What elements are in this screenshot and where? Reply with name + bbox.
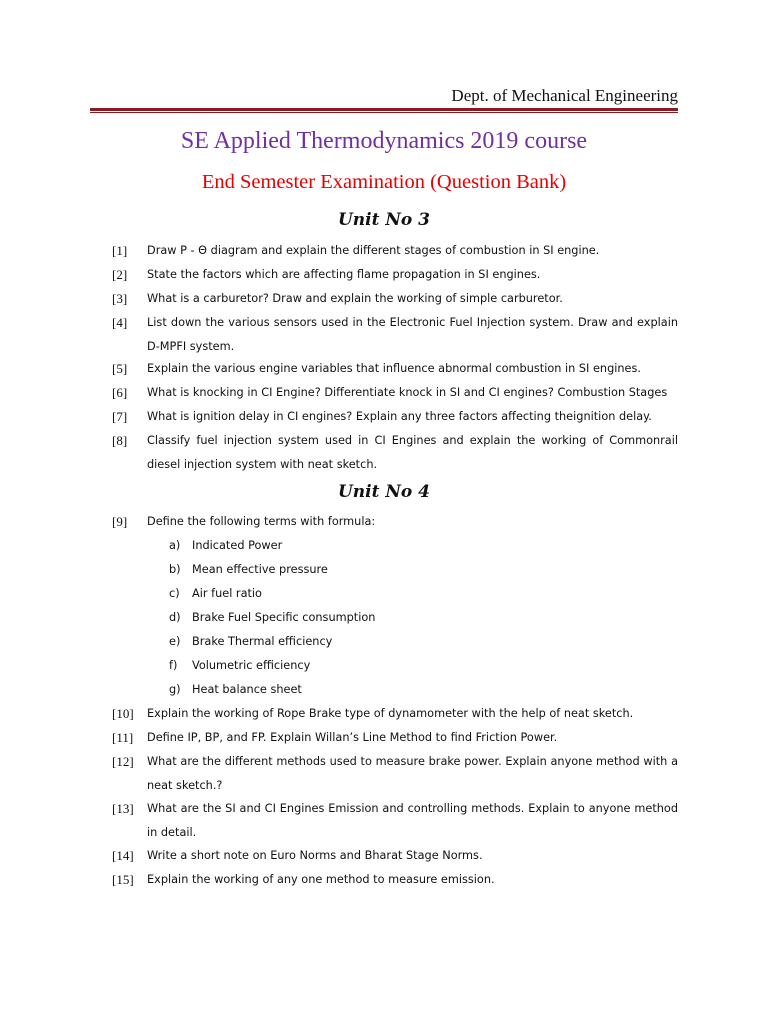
question-text: Explain the working of Rope Brake type of dynamometer with the help of neat sketch.: [147, 707, 634, 720]
sub-item-letter: b): [169, 563, 181, 576]
sub-item-letter: c): [169, 587, 180, 600]
question-text: Explain the working of any one method to measure emission.: [147, 873, 495, 886]
question-text: Draw P - Θ diagram and explain the different stages of combustion in SI engine.: [147, 244, 600, 257]
question-number: [7]: [112, 409, 128, 424]
question-number: [10]: [112, 706, 134, 721]
question-number: [1]: [112, 243, 128, 258]
question-number: [14]: [112, 848, 134, 863]
sub-item-letter: e): [169, 635, 181, 648]
question-number: [6]: [112, 385, 128, 400]
sub-item-text: Brake Fuel Specific consumption: [192, 611, 376, 624]
question-text: What is a carburetor? Draw and explain the working of simple carburetor.: [147, 292, 563, 305]
sub-item-letter: d): [169, 611, 181, 624]
unit-4-heading: Unit No 4: [337, 482, 431, 502]
question-number: [4]: [112, 315, 128, 330]
question-text: List down the various sensors used in the Electronic Fuel Injection system. Draw and explain D-MPFI system.: [147, 316, 678, 353]
question-text: Write a short note on Euro Norms and Bharat Stage Norms.: [147, 849, 483, 862]
sub-item-letter: a): [169, 539, 181, 552]
question-number: [11]: [112, 730, 134, 745]
question-text: What are the different methods used to measure brake power. Explain anyone method with a neat sketch.?: [147, 755, 678, 792]
question-text: Classify fuel injection system used in CI Engines and explain the working of Commonrail diesel injection system with neat sketch.: [147, 434, 678, 471]
sub-item-letter: g): [169, 683, 181, 696]
question-text: Explain the various engine variables that influence abnormal combustion in SI engines.: [147, 362, 641, 375]
department-header: Dept. of Mechanical Engineering: [451, 86, 678, 105]
sub-item-text: Mean effective pressure: [192, 563, 328, 576]
header-rule-thick: [90, 108, 678, 111]
unit-3-heading: Unit No 3: [337, 210, 431, 230]
question-number: [2]: [112, 267, 128, 282]
question-number: [9]: [112, 514, 128, 529]
question-number: [3]: [112, 291, 128, 306]
question-number: [13]: [112, 801, 134, 816]
question-number: [8]: [112, 433, 128, 448]
sub-item-text: Volumetric efficiency: [192, 659, 311, 672]
question-text: What are the SI and CI Engines Emission and controlling methods. Explain to anyone method in detail.: [147, 802, 678, 839]
header-rule-thin: [90, 112, 678, 113]
question-text: Define IP, BP, and FP. Explain Willan’s Line Method to find Friction Power.: [147, 731, 558, 744]
question-number: [5]: [112, 361, 128, 376]
document-title: SE Applied Thermodynamics 2019 course: [180, 128, 588, 154]
sub-item-text: Indicated Power: [192, 539, 283, 552]
sub-item-text: Air fuel ratio: [192, 587, 262, 600]
question-text: State the factors which are affecting flame propagation in SI engines.: [147, 268, 541, 281]
question-number: [15]: [112, 872, 134, 887]
sub-item-letter: f): [169, 659, 178, 672]
question-text: What is knocking in CI Engine? Differentiate knock in SI and CI engines? Combustion Stages: [147, 386, 668, 399]
question-text: Define the following terms with formula:: [147, 515, 376, 528]
sub-item-text: Brake Thermal efficiency: [192, 635, 333, 648]
document-subtitle: End Semester Examination (Question Bank): [201, 171, 567, 193]
sub-item-text: Heat balance sheet: [192, 683, 302, 696]
question-text: What is ignition delay in CI engines? Explain any three factors affecting theignition delay.: [147, 410, 652, 423]
question-number: [12]: [112, 754, 134, 769]
